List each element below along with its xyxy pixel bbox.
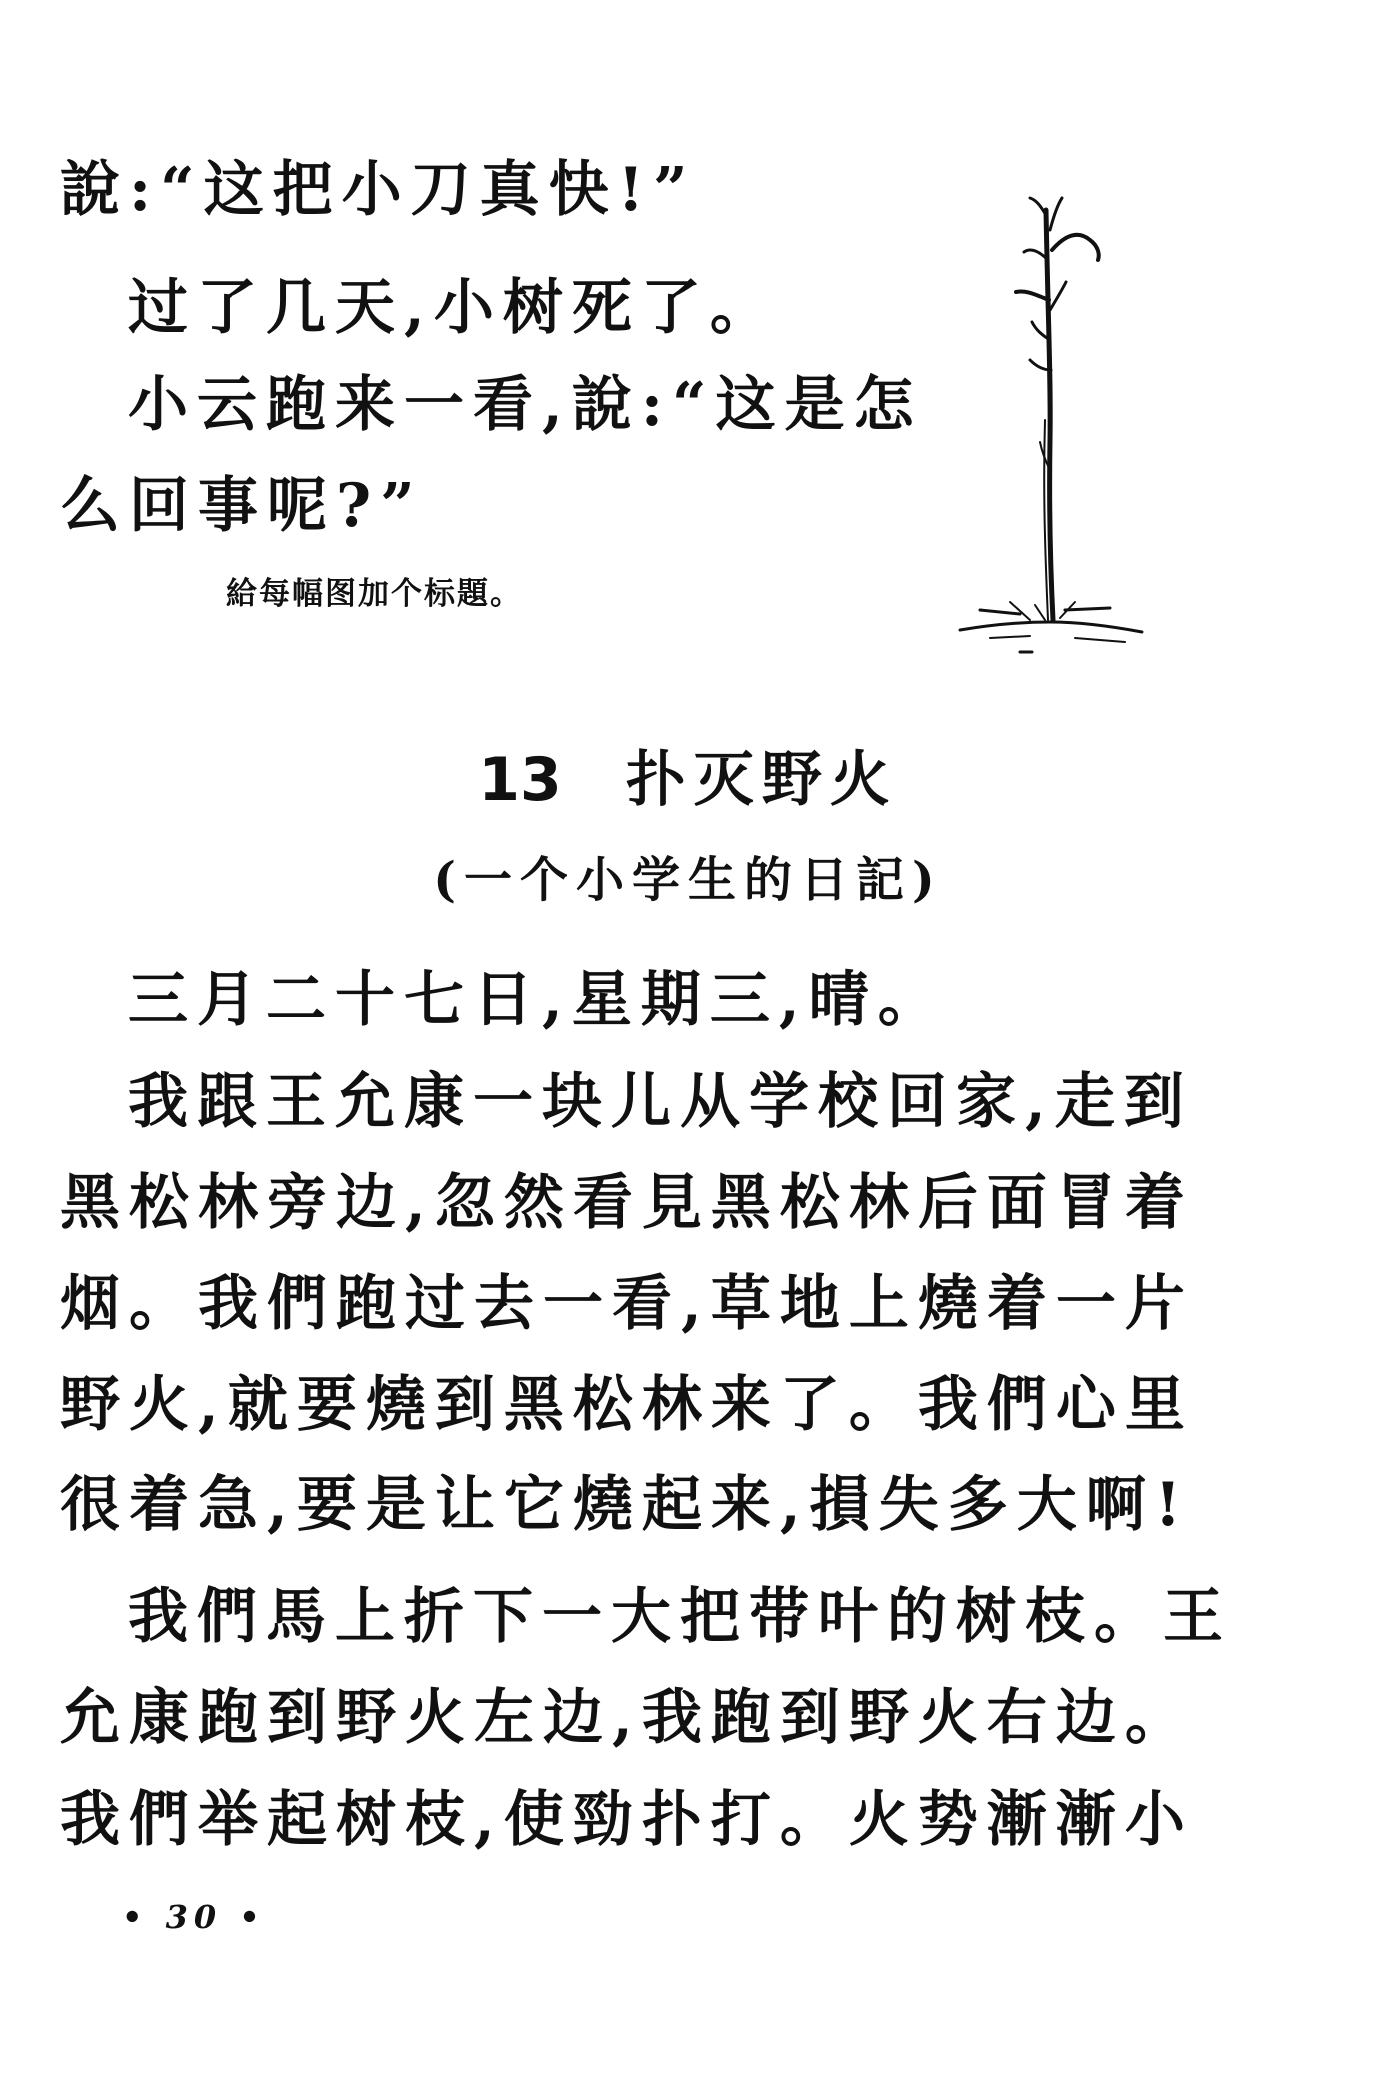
text-line: 么回事呢?”	[60, 471, 424, 541]
text-line: 我們举起树枝,使勁扑打。火势漸漸小	[60, 1785, 1194, 1855]
text-line: 很着急,要是让它燒起来,損失多大啊!	[60, 1470, 1191, 1540]
text-line: 烟。我們跑过去一看,草地上燒着一片	[60, 1269, 1194, 1339]
text-line: 过了几天,小树死了。	[128, 273, 779, 343]
dead-tree-icon	[950, 190, 1150, 660]
text-line: 野火,就要燒到黑松林来了。我們心里	[60, 1370, 1194, 1440]
text-line: 允康跑到野火左边,我跑到野火右边。	[60, 1683, 1194, 1753]
text-line: 小云跑来一看,說:“这是怎	[128, 370, 923, 440]
illustration-caption: 給每幅图加个标題。	[226, 576, 523, 612]
text-line: 黑松林旁边,忽然看見黑松林后面冒着	[60, 1168, 1194, 1238]
lesson-title-text: 扑灭野火	[625, 745, 898, 815]
lesson-subtitle: (一个小学生的日記)	[433, 852, 943, 908]
lesson-title	[0, 740, 1376, 820]
text-line: 我們馬上折下一大把带叶的树枝。王	[128, 1582, 1232, 1652]
text-line: 說:“这把小刀真快!”	[60, 155, 697, 225]
lesson-number: 13	[478, 745, 562, 815]
text-line: 我跟王允康一块儿从学校回家,走到	[128, 1067, 1193, 1137]
diary-date: 三月二十七日,星期三,晴。	[128, 965, 947, 1035]
page-number: • 30 •	[122, 1898, 266, 1936]
